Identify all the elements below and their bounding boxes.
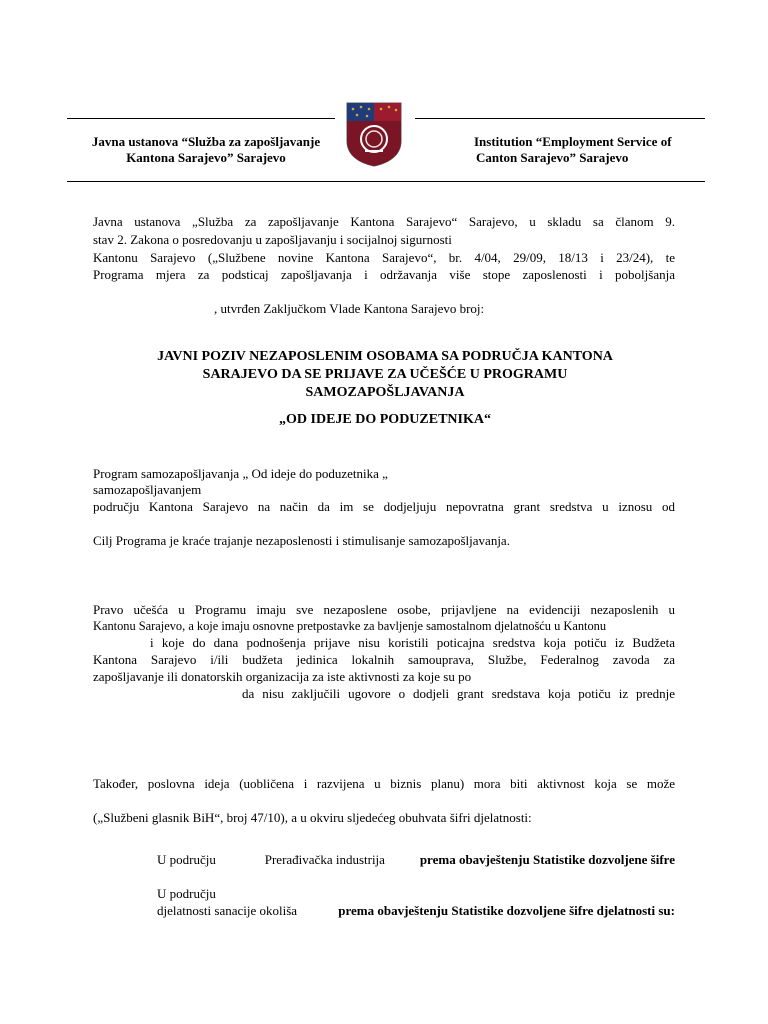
intro-line-1: Javna ustanova „Služba za zapošljavanje Kantona Sarajevo“ Sarajevo, u skladu sa članom 9. [93,214,675,229]
header-top-rule-right [415,118,705,119]
area-item-2-name: djelatnosti sanacije okoliša [157,903,298,918]
area-item-1 [157,852,675,868]
call-title-line-3: SAMOZAPOŠLJAVANJA [305,385,465,400]
area-item-1-prefix: U području [157,852,216,867]
area-item-2-prefix: U području [157,886,216,901]
program-name-title: „OD IDEJE DO PODUZETNIKA“ [279,412,491,427]
eligibility-line-4: Kantona Sarajevo i/ili budžeta jedinica lokalnih samouprava, Službe, Federalnog zavoda za [93,652,675,667]
program-line-2: samozapošljavanjem [93,482,202,497]
coat-of-arms-icon [345,101,403,167]
header-right-name [474,134,704,166]
program-line-1: Program samozapošljavanja „ Od ideje do poduzetnika „ [93,466,388,481]
header-left-name [76,134,336,166]
intro-line-2: stav 2. Zakona o posredovanju u zapošljavanju i socijalnoj sigurnosti [93,232,452,247]
header-right-line2: Canton Sarajevo” Sarajevo [476,150,629,165]
intro-line-4: Programa mjera za podsticaj zapošljavanja i održavanja više stope zaposlenosti i poboljšanja [93,267,675,282]
area-item-1-name: Prerađivačka industrija [264,852,385,867]
header-right-line1: Institution “Employment Service of [474,134,672,149]
header-bottom-rule [67,181,705,182]
call-title-line-1: JAVNI POZIV NEZAPOSLENIM OSOBAMA SA PODRUČJA KANTONA [157,349,613,364]
program-line-3: području Kantona Sarajevo na način da im se dodjeljuju nepovratna grant sredstva u iznosu od [93,499,675,514]
program-goal: Cilj Programa je kraće trajanje nezaposlenosti i stimulisanje samozapošljavanja. [93,533,510,548]
eligibility-line-2: Kantonu Sarajevo, a koje imaju osnovne pretpostavke za bavljenje samostalnom djelatnošću u Kantonu [93,619,607,633]
business-line-2: („Službeni glasnik BiH“, broj 47/10), a u okviru sljedećeg obuhvata šifri djelatnosti: [93,810,532,825]
eligibility-line-1: Pravo učešća u Programu imaju sve nezaposlene osobe, prijavljene na evidenciji nezaposlenih u [93,602,675,617]
intro-line-3: Kantonu Sarajevo („Službene novine Kantona Sarajevo“, br. 4/04, 29/09, 18/13 i 23/24), te [93,250,675,265]
eligibility-line-3: i koje do dana podnošenja prijave nisu koristili poticajna sredstva koja potiču iz Budžeta [150,635,675,650]
area-item-1-note: prema obavještenju Statistike dozvoljene šifre [419,852,675,867]
intro-line-5: , utvrđen Zaključkom Vlade Kantona Sarajevo broj: [214,301,485,316]
area-item-2-note: prema obavještenju Statistike dozvoljene šifre djelatnosti su: [338,903,675,918]
eligibility-line-5: zapošljavanje ili donatorskih organizacija za iste aktivnosti za koje su po [93,669,472,684]
call-title-line-2: SARAJEVO DA SE PRIJAVE ZA UČEŠĆE U PROGRAMU [202,367,568,382]
business-line-1: Također, poslovna ideja (uobličena i razvijena u biznis planu) mora biti aktivnost koja se može [93,776,675,791]
header-top-rule-left [67,118,335,119]
eligibility-line-6: da nisu zaključili ugovore o dodjeli grant sredstava koja potiču iz prednje [242,686,675,701]
header-left-line1: Javna ustanova “Služba za zapošljavanje [91,134,321,149]
area-item-2 [157,903,675,919]
header-left-line2: Kantona Sarajevo” Sarajevo [126,150,286,165]
